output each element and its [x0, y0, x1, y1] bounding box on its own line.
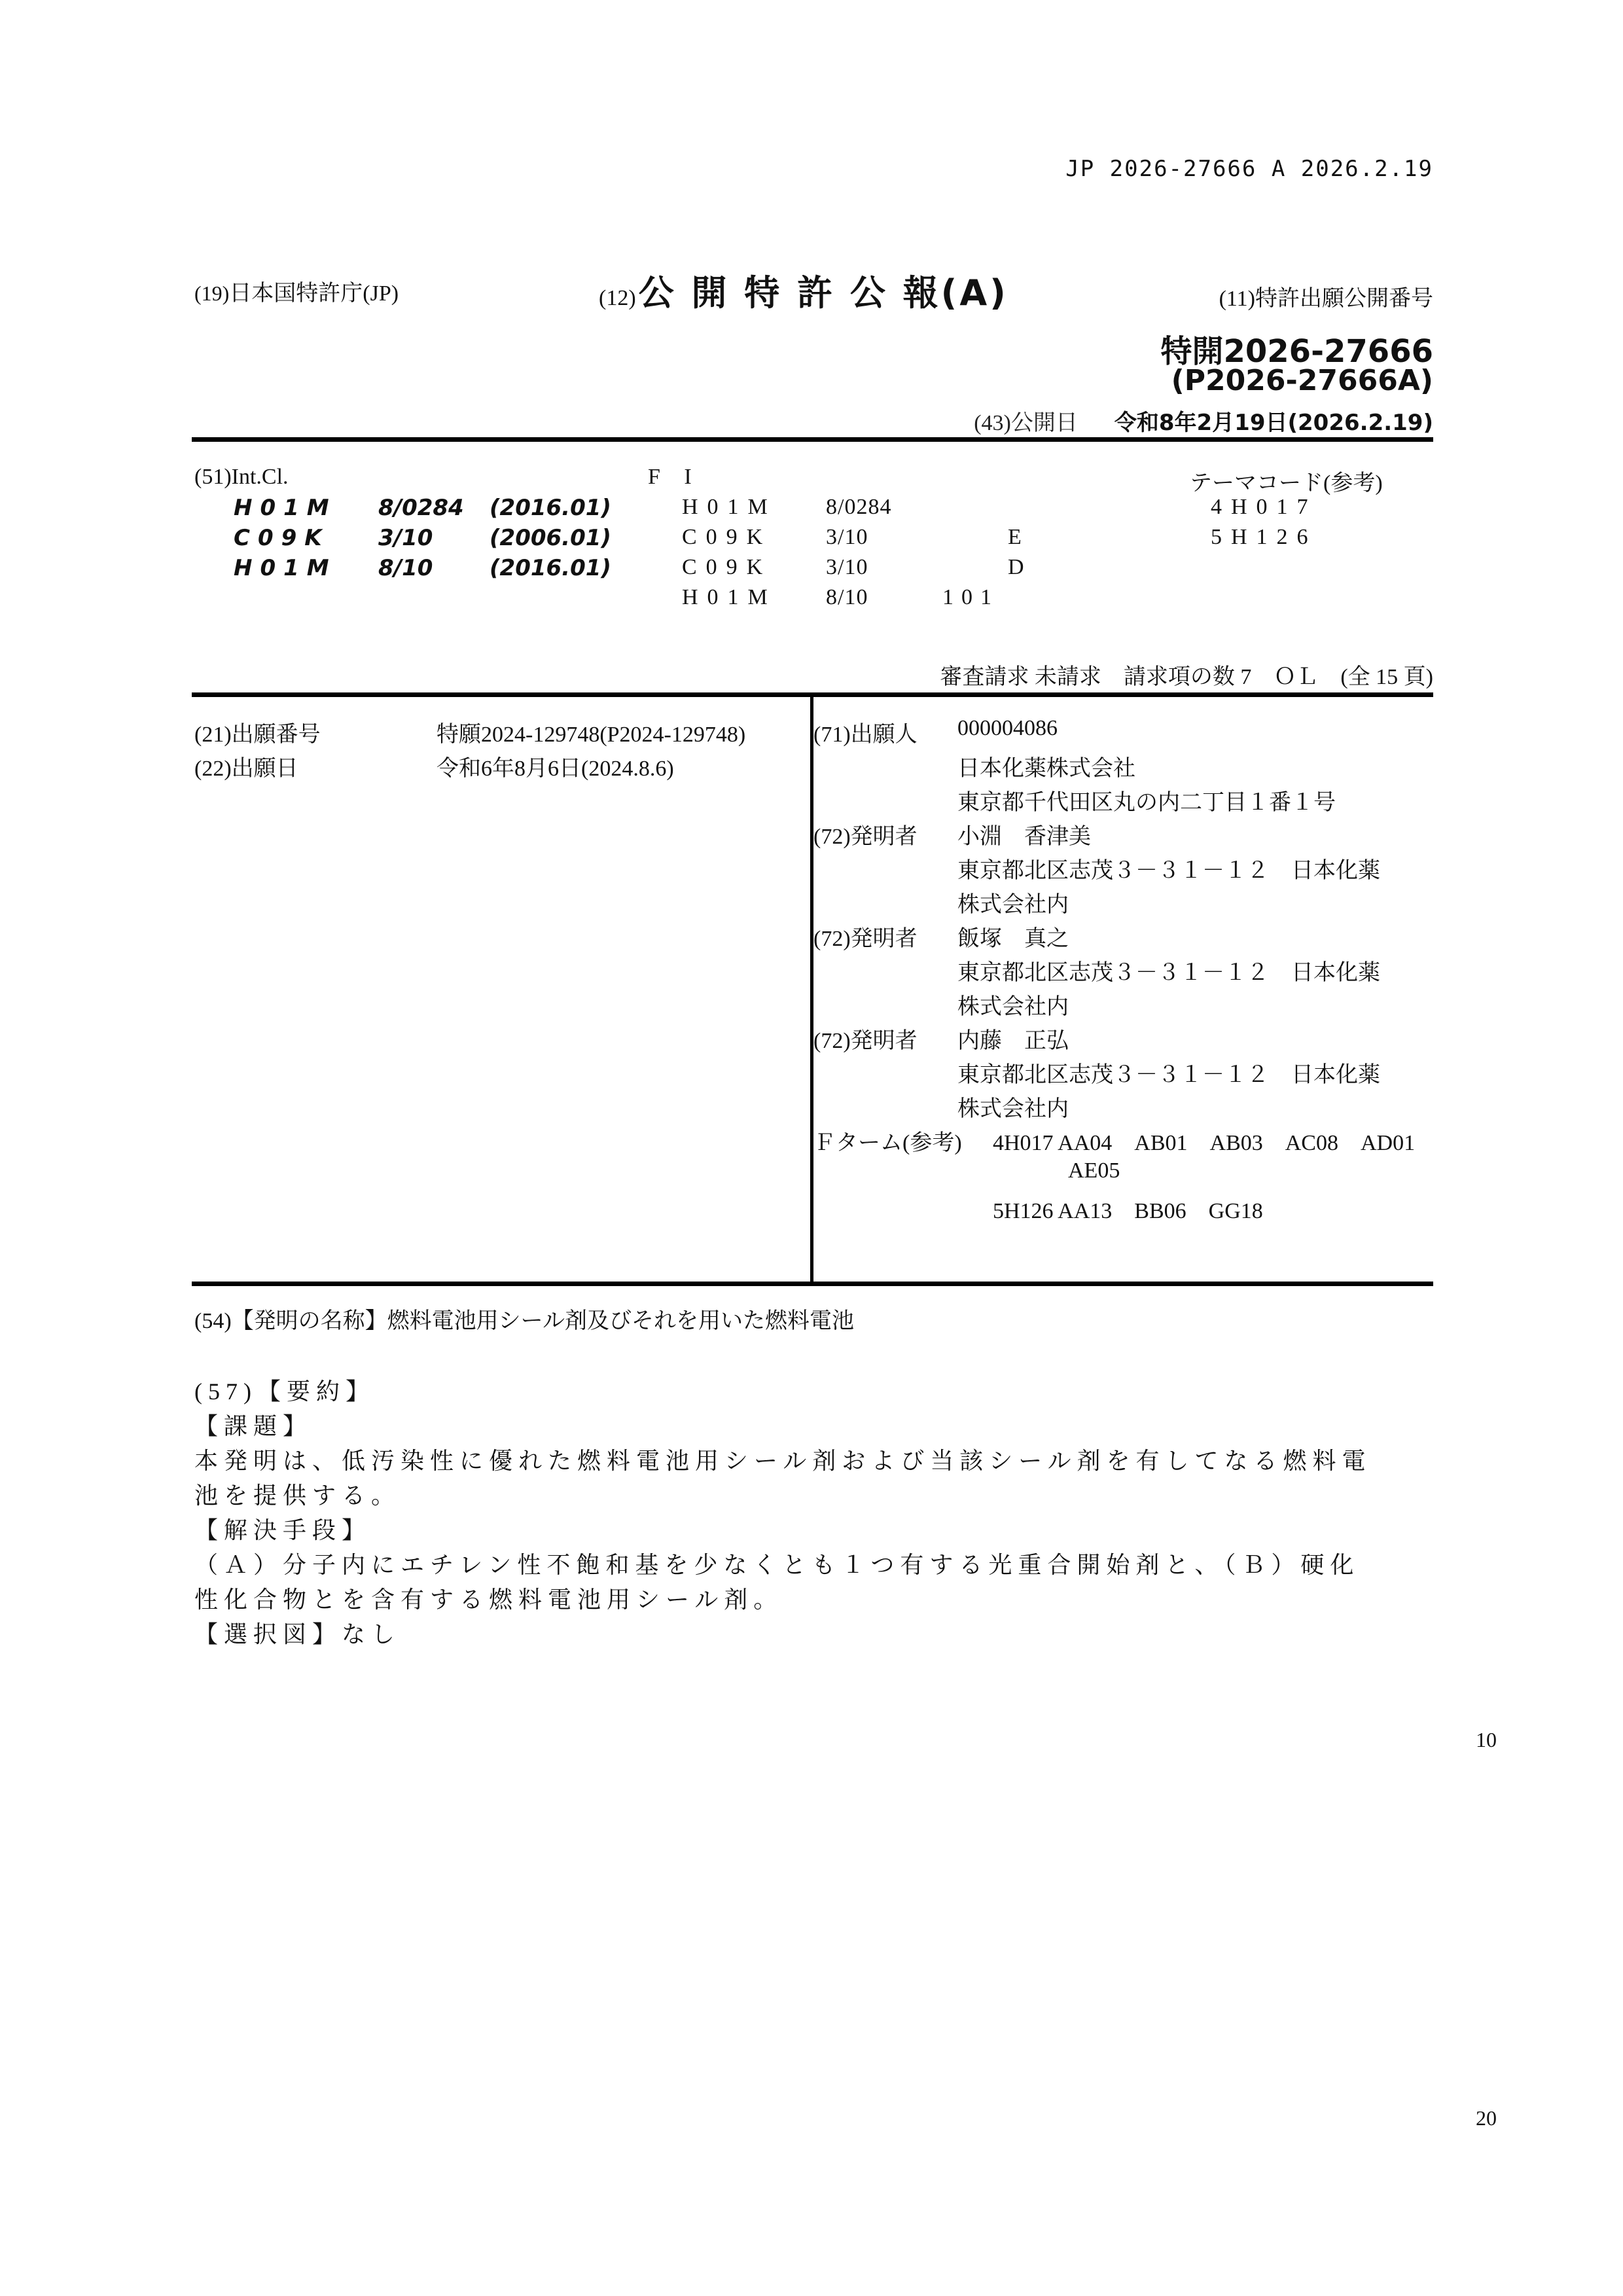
- theme-code: 4H017: [1211, 495, 1317, 519]
- fterm-label: Ｆターム(参考): [813, 1131, 962, 1155]
- publication-date-row: [974, 404, 1433, 437]
- inventor-label: (72)発明者: [813, 825, 918, 849]
- title-inid: (12): [599, 286, 636, 310]
- title-text: 公 開 特 許 公 報(A): [638, 272, 1008, 314]
- publication-number: 特開2026-27666: [1160, 333, 1433, 370]
- applicant-name: 日本化薬株式会社: [957, 757, 1135, 781]
- inventor-label: (72)発明者: [813, 1029, 918, 1053]
- office-inid: (19): [194, 281, 230, 305]
- problem-text-cont: 池を提供する。: [194, 1482, 401, 1509]
- fterm-codes-cont: AE05: [1068, 1158, 1120, 1183]
- ipc-code: H01M: [234, 555, 337, 581]
- publication-title: [599, 265, 1008, 315]
- ipc-code: H01M: [234, 495, 337, 521]
- problem-text: 本発明は、低汚染性に優れた燃料電池用シール剤および当該シール剤を有してなる燃料電: [194, 1448, 1372, 1474]
- applicant-label: (71)出願人: [813, 723, 918, 747]
- inventor-name: 小淵 香津美: [957, 825, 1091, 849]
- fi-code: C09K: [682, 525, 772, 549]
- invention-title: (54)【発明の名称】燃料電池用シール剤及びそれを用いた燃料電池: [194, 1309, 854, 1333]
- header-rule: [192, 437, 1433, 442]
- abstract-heading: (57)【要約】: [194, 1378, 375, 1405]
- ipc-code: C09K: [234, 525, 330, 551]
- application-date-label: (22)出願日: [194, 757, 298, 781]
- inventor-address: 東京都北区志茂３－３１－１２ 日本化薬: [957, 1063, 1380, 1087]
- fterm-codes: 5H126 AA13 BB06 GG18: [993, 1199, 1263, 1223]
- fterm-codes: 4H017 AA04 AB01 AB03 AC08 AD01: [993, 1131, 1416, 1155]
- fi-code: C09K: [682, 555, 772, 579]
- ipc-group: 8/10: [378, 555, 433, 581]
- fi-code: H01M: [682, 495, 777, 519]
- inventor-address-cont: 株式会社内: [957, 893, 1069, 917]
- fi-code: H01M: [682, 585, 777, 609]
- publication-date-label: (43)公開日: [974, 411, 1078, 435]
- inventor-label: (72)発明者: [813, 927, 918, 951]
- theme-code-label: テーマコード(参考): [1190, 471, 1383, 495]
- bib-column-divider: [810, 696, 813, 1283]
- application-number-label: (21)出願番号: [194, 723, 321, 747]
- ipc-group: 8/0284: [378, 495, 464, 521]
- fi-suffix: 101: [942, 585, 999, 609]
- bib-bottom-rule: [192, 1282, 1433, 1286]
- ipc-group: 3/10: [378, 525, 433, 551]
- theme-code: 5H126: [1211, 525, 1317, 549]
- applicant-id: 000004086: [957, 716, 1058, 740]
- inventor-name: 飯塚 真之: [957, 927, 1069, 951]
- problem-heading: 【課題】: [194, 1413, 313, 1439]
- office-name: 日本国特許庁(JP): [229, 281, 399, 306]
- fi-letter: D: [1008, 555, 1025, 579]
- selected-figure: 【選択図】なし: [194, 1621, 401, 1647]
- publication-number-label: (11)特許出願公開番号: [1219, 287, 1433, 311]
- solution-text-cont: 性化合物とを含有する燃料電池用シール剤。: [194, 1587, 783, 1613]
- margin-line-number: 10: [1476, 1728, 1497, 1751]
- issuing-office: [194, 275, 399, 307]
- margin-line-number: 20: [1476, 2106, 1497, 2130]
- ipc-version: (2016.01): [490, 495, 611, 521]
- publication-number-p: (P2026-27666A): [1171, 364, 1433, 397]
- inventor-address: 東京都北区志茂３－３１－１２ 日本化薬: [957, 961, 1380, 985]
- fi-group: 8/0284: [826, 495, 892, 519]
- solution-text: （Ａ）分子内にエチレン性不飽和基を少なくとも１つ有する光重合開始剤と、（Ｂ）硬化: [194, 1552, 1360, 1578]
- inventor-address-cont: 株式会社内: [957, 995, 1069, 1019]
- application-number: 特願2024-129748(P2024-129748): [437, 723, 746, 747]
- running-head: JP 2026-27666 A 2026.2.19: [1065, 156, 1433, 182]
- ipc-version: (2016.01): [490, 555, 611, 581]
- inventor-address-cont: 株式会社内: [957, 1097, 1069, 1121]
- solution-heading: 【解決手段】: [194, 1517, 372, 1543]
- inventor-name: 内藤 正弘: [957, 1029, 1069, 1053]
- fi-label: F I: [648, 465, 701, 489]
- fi-group: 3/10: [826, 525, 868, 549]
- fi-group: 8/10: [826, 585, 868, 609]
- applicant-address: 東京都千代田区丸の内二丁目１番１号: [957, 791, 1336, 815]
- fi-letter: E: [1008, 525, 1022, 549]
- publication-date: 令和8年2月19日(2026.2.19): [1114, 410, 1433, 436]
- fi-group: 3/10: [826, 555, 868, 579]
- exam-status: 審査請求 未請求 請求項の数 7 ＯＬ (全 15 頁): [940, 665, 1433, 689]
- ipc-version: (2006.01): [490, 525, 611, 551]
- intcl-label: (51)Int.Cl.: [194, 465, 289, 489]
- inventor-address: 東京都北区志茂３－３１－１２ 日本化薬: [957, 859, 1380, 883]
- application-date: 令和6年8月6日(2024.8.6): [437, 757, 674, 781]
